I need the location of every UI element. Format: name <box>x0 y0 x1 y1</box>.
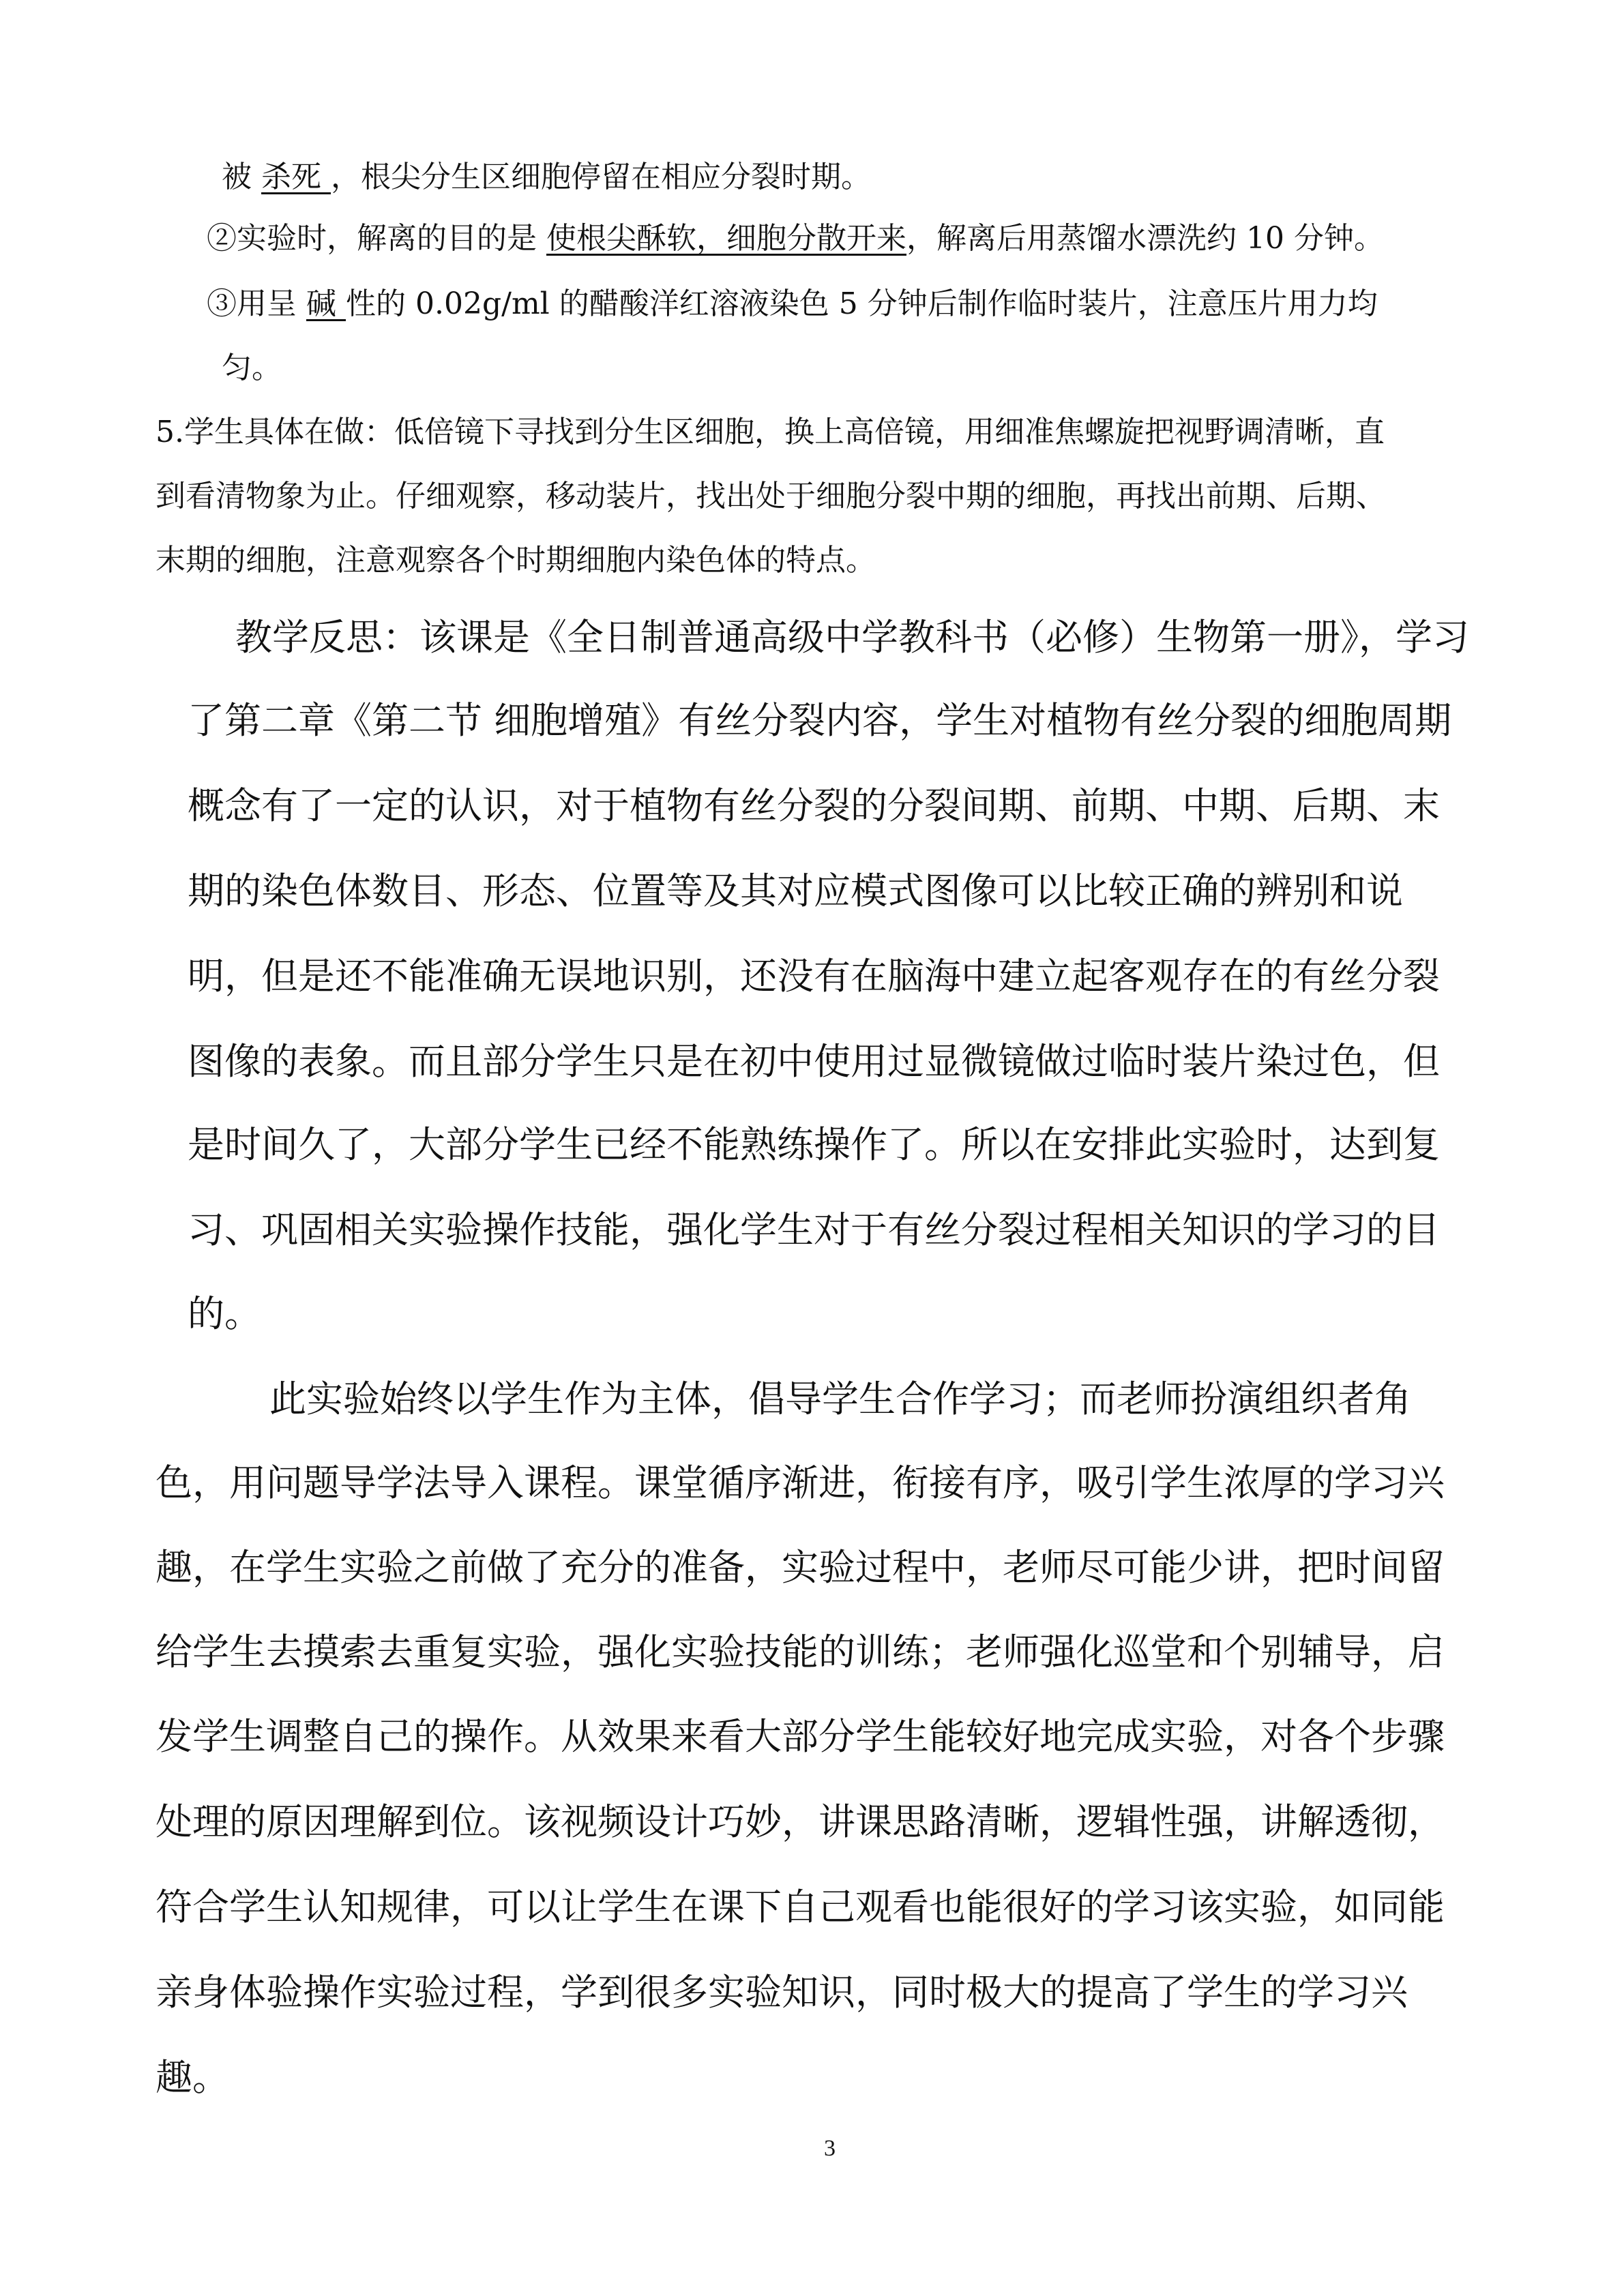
step-line-1: 被 杀死 ，根尖分生区细胞停留在相应分裂时期。 <box>222 160 871 194</box>
reflection-line: 了第二章《第二节 细胞增殖》有丝分裂内容，学生对植物有丝分裂的细胞周期 <box>188 699 1452 742</box>
reflection-line: 期的染色体数目、形态、位置等及其对应模式图像可以比较正确的辨别和说 <box>188 869 1403 912</box>
page-number: 3 <box>824 2136 836 2161</box>
summary-line: 色，用问题导学法导入课程。课堂循序渐进，衔接有序，吸引学生浓厚的学习兴 <box>156 1461 1445 1504</box>
reflection-line: 习、巩固相关实验操作技能，强化学生对于有丝分裂过程相关知识的学习的目 <box>188 1208 1440 1251</box>
step-line-4: 匀。 <box>222 351 282 385</box>
reflection-line: 概念有了一定的认识，对于植物有丝分裂的分裂间期、前期、中期、后期、末 <box>188 784 1440 827</box>
blank-answer: 杀死 <box>261 160 331 194</box>
reflection-line: 明，但是还不能准确无误地识别，还没有在脑海中建立起客观存在的有丝分裂 <box>188 955 1440 998</box>
summary-line: 发学生调整自己的操作。从效果来看大部分学生能较好地完成实验，对各个步骤 <box>156 1715 1445 1758</box>
reflection-line: 的。 <box>188 1292 261 1335</box>
blank-answer: 使根尖酥软，细胞分散开来 <box>546 221 906 256</box>
step-line-2: ②实验时，解离的目的是 使根尖酥软，细胞分散开来，解离后用蒸馏水漂洗约 10 分钟。 <box>207 221 1384 256</box>
summary-line: 亲身体验操作实验过程，学到很多实验知识，同时极大的提高了学生的学习兴 <box>156 1971 1408 2014</box>
step-line-3: ③用呈 碱 性的 0.02g/ml 的醋酸洋红溶液染色 5 分钟后制作临时装片，注意压片用力均 <box>207 286 1378 321</box>
summary-line: 趣。 <box>156 2056 229 2099</box>
summary-line: 此实验始终以学生作为主体，倡导学生合作学习；而老师扮演组织者角 <box>269 1377 1411 1420</box>
step-line-7: 末期的细胞，注意观察各个时期细胞内染色体的特点。 <box>156 543 876 578</box>
reflection-line: 图像的表象。而且部分学生只是在初中使用过显微镜做过临时装片染过色，但 <box>188 1040 1440 1083</box>
blank-answer: 碱 <box>306 286 346 321</box>
step-line-6: 到看清物象为止。仔细观察，移动装片，找出处于细胞分裂中期的细胞，再找出前期、后期、 <box>156 479 1386 513</box>
summary-line: 符合学生认知规律，可以让学生在课下自己观看也能很好的学习该实验，如同能 <box>156 1885 1445 1928</box>
summary-line: 给学生去摸索去重复实验，强化实验技能的训练；老师强化巡堂和个别辅导，启 <box>156 1630 1445 1673</box>
reflection-line: 是时间久了，大部分学生已经不能熟练操作了。所以在安排此实验时，达到复 <box>188 1123 1440 1166</box>
reflection-line: 教学反思：该课是《全日制普通高级中学教科书（必修）生物第一册》，学习 <box>235 616 1469 659</box>
summary-line: 趣，在学生实验之前做了充分的准备，实验过程中，老师尽可能少讲，把时间留 <box>156 1546 1445 1589</box>
summary-line: 处理的原因理解到位。该视频设计巧妙，讲课思路清晰，逻辑性强，讲解透彻， <box>156 1800 1445 1843</box>
step-line-5: 5.学生具体在做：低倍镜下寻找到分生区细胞，换上高倍镜，用细准焦螺旋把视野调清晰，直 <box>156 415 1385 449</box>
